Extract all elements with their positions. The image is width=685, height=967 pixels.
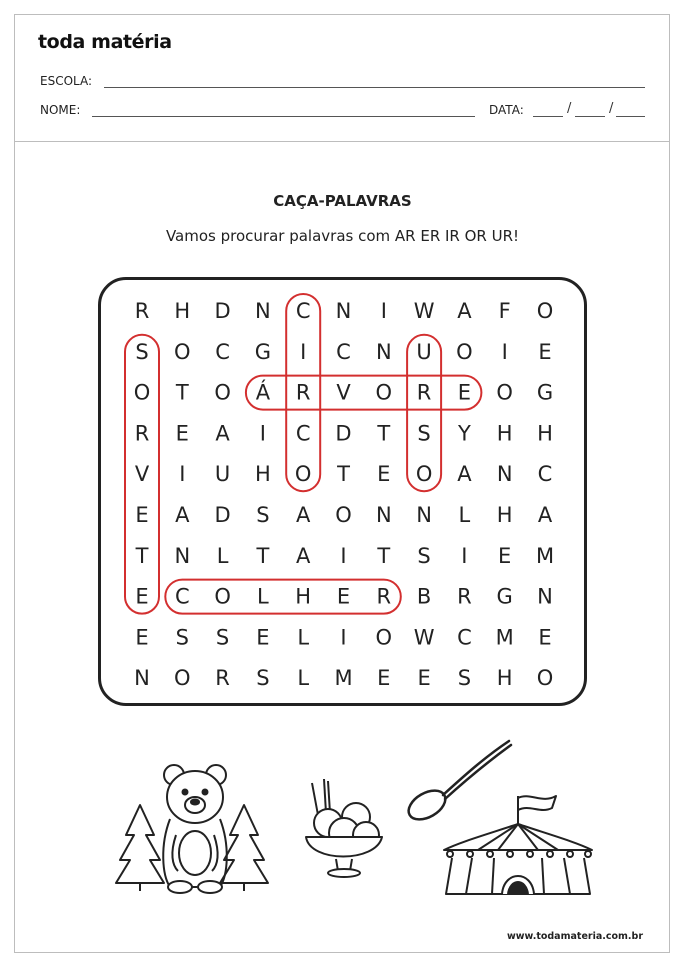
grid-letter[interactable]: C <box>457 625 472 650</box>
pine-tree-icon <box>116 805 164 891</box>
school-label: ESCOLA: <box>40 74 93 88</box>
ice-cream-icon <box>306 779 382 877</box>
grid-letter[interactable]: M <box>535 543 555 568</box>
grid-letter[interactable]: E <box>457 380 472 405</box>
grid-letter[interactable]: I <box>501 339 508 364</box>
grid-letter[interactable]: O <box>536 299 554 323</box>
grid-letter[interactable]: T <box>377 543 391 568</box>
grid-letter[interactable]: C <box>174 584 190 609</box>
grid-letter[interactable]: O <box>294 462 312 487</box>
grid-letter[interactable]: F <box>498 299 511 323</box>
grid-letter[interactable]: A <box>175 503 190 527</box>
grid-letter[interactable]: N <box>134 666 150 691</box>
grid-letter[interactable]: O <box>536 666 554 691</box>
grid-letter[interactable]: I <box>300 339 307 364</box>
grid-letter[interactable]: E <box>498 543 512 568</box>
grid-letter[interactable]: N <box>496 462 513 487</box>
grid-letter[interactable]: U <box>416 339 432 364</box>
footer-url: www.todamateria.com.br <box>506 931 643 942</box>
grid-letter[interactable]: O <box>214 380 231 405</box>
found-word-highlight <box>246 376 482 410</box>
grid-letter[interactable]: G <box>536 380 554 405</box>
grid-letter[interactable]: H <box>174 299 191 323</box>
grid-letter[interactable]: W <box>413 299 435 323</box>
grid-letter[interactable]: E <box>538 625 552 650</box>
grid-letter[interactable]: A <box>537 503 553 527</box>
grid-letter[interactable]: R <box>134 299 150 323</box>
grid-letter[interactable]: H <box>537 421 553 446</box>
grid-letter[interactable]: S <box>215 625 230 650</box>
grid-letter[interactable]: R <box>376 584 392 609</box>
bear-with-trees-illustration <box>112 735 282 895</box>
grid-letter[interactable]: S <box>457 666 472 691</box>
grid-letter[interactable]: N <box>255 299 271 323</box>
grid-letter[interactable]: Á <box>255 380 271 405</box>
grid-letter[interactable]: E <box>336 584 351 609</box>
grid-letter[interactable]: S <box>417 421 431 446</box>
grid-letter[interactable]: N <box>174 543 191 568</box>
grid-letter[interactable]: A <box>457 462 472 487</box>
grid-letter[interactable]: T <box>256 543 270 568</box>
grid-letter[interactable]: S <box>256 503 270 527</box>
grid-letter[interactable]: M <box>495 625 514 650</box>
grid-letter[interactable]: S <box>135 339 149 364</box>
grid-letter[interactable]: E <box>135 625 149 650</box>
activity-instruction: Vamos procurar palavras com AR ER IR OR UR! <box>165 227 520 245</box>
grid-letter[interactable]: O <box>496 380 513 405</box>
grid-letter[interactable]: O <box>415 462 433 487</box>
grid-letter[interactable]: L <box>257 584 269 609</box>
grid-letter[interactable]: C <box>215 339 230 364</box>
grid-letter[interactable]: N <box>416 503 432 527</box>
grid-letter[interactable]: D <box>335 421 352 446</box>
grid-letter[interactable]: B <box>416 584 432 609</box>
grid-letter[interactable]: T <box>135 543 149 568</box>
grid-letter[interactable]: T <box>337 462 350 487</box>
grid-letter[interactable]: D <box>214 299 231 323</box>
grid-letter[interactable]: G <box>496 584 513 609</box>
grid-letter[interactable]: I <box>340 543 347 568</box>
ice-cream-bowl-illustration <box>300 775 390 880</box>
grid-letter[interactable]: N <box>335 299 352 323</box>
grid-letter[interactable]: C <box>336 339 351 364</box>
grid-letter[interactable]: E <box>377 666 391 691</box>
date-separator: / <box>609 101 614 116</box>
grid-letter[interactable]: W <box>413 625 435 650</box>
found-word-highlight <box>165 580 400 614</box>
grid-letter[interactable]: Y <box>457 421 471 446</box>
name-label: NOME: <box>40 103 81 117</box>
grid-letter[interactable]: C <box>295 421 311 446</box>
grid-letter[interactable]: N <box>375 339 392 364</box>
grid-letter[interactable]: N <box>537 584 553 609</box>
grid-letter[interactable]: E <box>135 503 149 527</box>
grid-letter[interactable]: H <box>496 421 513 446</box>
grid-letter[interactable]: V <box>336 380 351 405</box>
grid-letter[interactable]: M <box>334 666 353 691</box>
grid-letter[interactable]: R <box>295 380 311 405</box>
grid-letter[interactable]: U <box>214 462 231 487</box>
grid-letter[interactable]: S <box>175 625 189 650</box>
grid-letter[interactable]: O <box>133 380 151 405</box>
grid-letter[interactable]: O <box>375 625 393 650</box>
grid-letter[interactable]: O <box>214 584 231 609</box>
grid-letter[interactable]: R <box>215 666 230 691</box>
grid-letter[interactable]: L <box>216 543 229 568</box>
date-label: DATA: <box>489 103 524 117</box>
grid-letter[interactable]: L <box>458 503 471 527</box>
grid-letter[interactable]: D <box>214 503 231 527</box>
grid-letter[interactable]: R <box>457 584 472 609</box>
grid-letter[interactable]: C <box>295 299 311 323</box>
grid-letter[interactable]: I <box>461 543 468 568</box>
grid-letter[interactable]: O <box>375 380 393 405</box>
grid-letter[interactable]: E <box>417 666 431 691</box>
grid-letter[interactable]: T <box>377 421 391 446</box>
grid-letter[interactable]: A <box>457 299 472 323</box>
grid-letter[interactable]: H <box>295 584 312 609</box>
circus-tent-icon <box>444 796 592 894</box>
circus-tent-illustration <box>438 790 608 900</box>
grid-letter[interactable]: O <box>456 339 473 364</box>
grid-letter[interactable]: T <box>175 380 189 405</box>
grid-letter[interactable]: E <box>377 462 391 487</box>
grid-letter[interactable]: A <box>215 421 230 446</box>
grid-letter[interactable]: H <box>496 503 513 527</box>
grid-letter[interactable]: O <box>335 503 352 527</box>
grid-letter[interactable]: V <box>134 462 150 487</box>
grid-letter[interactable]: O <box>174 666 191 691</box>
brand-logo: toda matéria <box>38 31 172 53</box>
grid-letter[interactable]: R <box>416 380 432 405</box>
grid-letter[interactable]: N <box>375 503 392 527</box>
grid-letter[interactable]: E <box>175 421 189 446</box>
date-separator: / <box>567 101 572 116</box>
grid-letter[interactable]: H <box>496 666 513 691</box>
grid-letter[interactable]: I <box>340 625 347 650</box>
grid-letter[interactable]: I <box>259 421 267 446</box>
grid-letter[interactable]: L <box>297 625 310 650</box>
grid-letter[interactable]: S <box>417 543 431 568</box>
grid-letter[interactable]: G <box>254 339 272 364</box>
grid-letter[interactable]: I <box>179 462 186 487</box>
bear-icon <box>163 765 227 893</box>
grid-letter[interactable]: R <box>134 421 150 446</box>
grid-letter[interactable]: S <box>256 666 270 691</box>
grid-letter[interactable]: L <box>297 666 310 691</box>
grid-letter[interactable]: A <box>296 503 311 527</box>
grid-letter[interactable]: A <box>296 543 311 568</box>
grid-letter[interactable]: I <box>380 299 387 323</box>
activity-title: CAÇA-PALAVRAS <box>273 192 412 210</box>
grid-letter[interactable]: H <box>255 462 271 487</box>
grid-letter[interactable]: E <box>135 584 149 609</box>
grid-letter[interactable]: E <box>256 625 270 650</box>
grid-letter[interactable]: O <box>174 339 191 364</box>
grid-letter[interactable]: E <box>538 339 552 364</box>
grid-letter[interactable]: C <box>537 462 553 487</box>
